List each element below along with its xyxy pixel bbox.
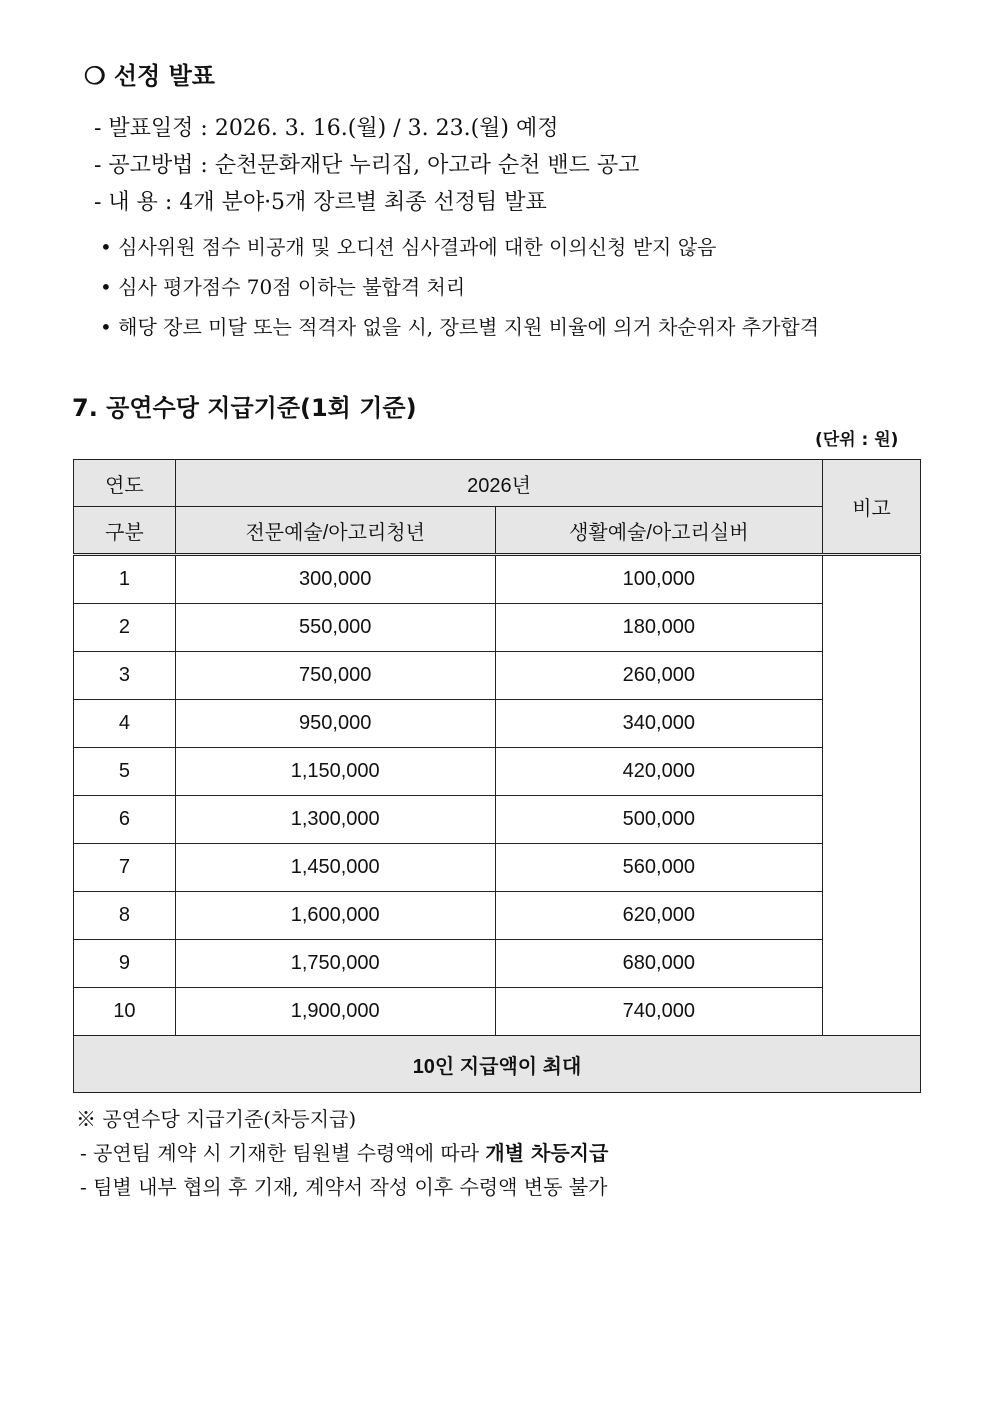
section-title-performance-fee: 7. 공연수당 지급기준(1회 기준) <box>72 394 417 422</box>
note-cell <box>823 555 921 1036</box>
row-amateur-amount: 740,000 <box>495 988 823 1036</box>
row-professional-amount: 950,000 <box>175 700 495 748</box>
row-amateur-amount: 420,000 <box>495 748 823 796</box>
row-amateur-amount: 560,000 <box>495 844 823 892</box>
row-amateur-amount: 620,000 <box>495 892 823 940</box>
row-professional-amount: 550,000 <box>175 604 495 652</box>
row-count: 10 <box>74 988 176 1036</box>
row-count: 1 <box>74 555 176 604</box>
table-row <box>74 604 921 652</box>
table-row <box>74 748 921 796</box>
row-count: 9 <box>74 940 176 988</box>
table-row <box>74 988 921 1036</box>
table-row <box>74 892 921 940</box>
row-professional-amount: 1,450,000 <box>175 844 495 892</box>
notes-line1-text: - 공연팀 계약 시 기재한 팀원별 수령액에 따라 <box>80 1141 486 1165</box>
notes-title: ※ 공연수당 지급기준(차등지급) <box>76 1107 357 1131</box>
notes-line-no-change: - 팀별 내부 협의 후 기재, 계약서 작성 이후 수령액 변동 불가 <box>80 1175 608 1199</box>
row-count: 5 <box>74 748 176 796</box>
table-row <box>74 652 921 700</box>
notes-line1-bold: 개별 차등지급 <box>485 1141 609 1165</box>
row-professional-amount: 1,600,000 <box>175 892 495 940</box>
row-amateur-amount: 500,000 <box>495 796 823 844</box>
table-row <box>74 844 921 892</box>
row-professional-amount: 300,000 <box>175 555 495 604</box>
unit-label: (단위 : 원) <box>815 430 899 450</box>
table-row <box>74 555 921 604</box>
row-professional-amount: 1,150,000 <box>175 748 495 796</box>
row-amateur-amount: 340,000 <box>495 700 823 748</box>
row-amateur-amount: 260,000 <box>495 652 823 700</box>
header-amateur: 생활예술/아고리실버 <box>495 507 823 555</box>
row-professional-amount: 750,000 <box>175 652 495 700</box>
row-professional-amount: 1,900,000 <box>175 988 495 1036</box>
row-professional-amount: 1,300,000 <box>175 796 495 844</box>
announce-content-line: - 내 용 : 4개 분야·5개 장르별 최종 선정팀 발표 <box>94 190 547 215</box>
row-amateur-amount: 680,000 <box>495 940 823 988</box>
table-row <box>74 700 921 748</box>
row-count: 7 <box>74 844 176 892</box>
row-amateur-amount: 180,000 <box>495 604 823 652</box>
row-count: 8 <box>74 892 176 940</box>
announce-method-line: - 공고방법 : 순천문화재단 누리집, 아고라 순천 밴드 공고 <box>94 153 640 178</box>
row-count: 3 <box>74 652 176 700</box>
bullet-no-appeal: • 심사위원 점수 비공개 및 오디션 심사결과에 대한 이의신청 받지 않음 <box>100 235 717 259</box>
row-count: 4 <box>74 700 176 748</box>
header-year: 2026년 <box>175 460 822 507</box>
header-professional: 전문예술/아고리청년 <box>175 507 495 555</box>
table-row <box>74 796 921 844</box>
table-footer-max-note: 10인 지급액이 최대 <box>74 1036 921 1093</box>
section-title-announcement: ❍ 선정 발표 <box>84 61 215 90</box>
bullet-fail-threshold: • 심사 평가점수 70점 이하는 불합격 처리 <box>100 275 466 299</box>
announce-date-line: - 발표일정 : 2026. 3. 16.(월) / 3. 23.(월) 예정 <box>94 116 559 141</box>
header-year-label: 연도 <box>74 460 176 507</box>
row-count: 6 <box>74 796 176 844</box>
row-count: 2 <box>74 604 176 652</box>
bullet-additional-pass: • 해당 장르 미달 또는 적격자 없을 시, 장르별 지원 비율에 의거 차순위자 추가합격 <box>100 315 820 339</box>
header-category: 구분 <box>74 507 176 555</box>
header-note: 비고 <box>823 460 921 555</box>
table-row <box>74 940 921 988</box>
row-amateur-amount: 100,000 <box>495 555 823 604</box>
row-professional-amount: 1,750,000 <box>175 940 495 988</box>
performance-fee-table <box>73 459 921 1093</box>
notes-line-differential <box>80 1137 608 1166</box>
